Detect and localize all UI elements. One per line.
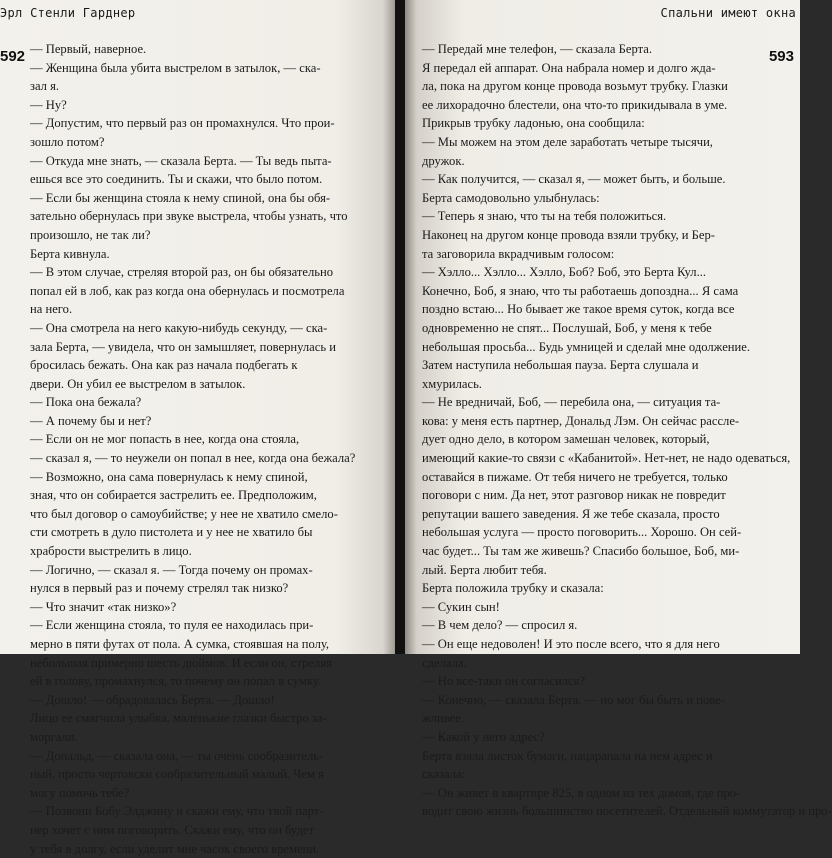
text-line: — Женщина была убита выстрелом в затылок, — ска- [30, 60, 321, 75]
text-line: зошло потом? [30, 134, 105, 149]
text-line: Я передал ей аппарат. Она набрала номер и долго жда- [422, 60, 716, 75]
text-line: могу помочь тебе? [30, 785, 130, 800]
text-line: — Передай мне телефон, — сказала Берта. [422, 42, 652, 56]
text-line: небольшая просьба... Будь умницей и сделай мне одолжение. [422, 339, 750, 354]
text-line: нер хочет с ним поговорить. Скажи ему, что он будет [30, 822, 315, 837]
text-line: ей в голову, промахнулся, то почему он попал в сумку. [30, 674, 321, 689]
text-line: — сказал я, — то неужели он попал в нее, когда она бежала? [30, 451, 356, 466]
text-line: — Как получится, — сказал я, — может быть, и больше. [422, 172, 726, 187]
text-line: — Сукин сын! [422, 599, 500, 614]
right-page [405, 0, 832, 819]
book-gutter [395, 0, 405, 654]
text-line: ла, пока на другом конце провода возьмут трубку. Глазки [422, 79, 728, 94]
text-line: — Он живет в квартире 825, в одном из тех домов, где про- [422, 785, 741, 800]
text-line: — Позвони Бобу Элджину и скажи ему, что твой парт- [30, 804, 324, 819]
text-line: храбрости выстрелить в лицо. [30, 544, 192, 559]
text-line: — Он еще недоволен! И это после всего, что я для него [422, 637, 720, 651]
right-page-text [422, 40, 832, 821]
text-line: — Хэлло... Хэлло... Хэлло, Боб? Боб, это Берта Кул... [422, 265, 707, 280]
text-line: — Если бы женщина стояла к нему спиной, она бы обя- [30, 190, 331, 205]
text-line: — Теперь я знаю, что ты на тебя положиться. [422, 209, 667, 224]
text-line: бросилась бежать. Она как раз начала подбегать к [30, 358, 298, 373]
text-line: дружок. [422, 153, 465, 168]
text-line: — Не вредничай, Боб, — перебила она, — ситуация та- [422, 395, 721, 410]
text-line: час будет... Ты там же живешь? Спасибо большое, Боб, ми- [422, 544, 740, 559]
left-page-number: 592 [0, 48, 26, 65]
text-line: небольшая примерно шесть дюймов. И если он, стреляя [30, 655, 332, 670]
text-line: произошло, не так ли? [30, 227, 151, 242]
text-line: Затем наступила небольшая пауза. Берта слушала и [422, 358, 699, 373]
text-line: — Пока она бежала? [30, 395, 142, 410]
text-line: Берта положила трубку и сказала: [422, 581, 604, 596]
text-line: ее лихорадочно блестели, она что-то прикидывала в уме. [422, 97, 728, 112]
text-line: у тебя в долгу, если уделит мне часок своего времени. [30, 841, 320, 856]
text-line: моргали. [30, 729, 78, 744]
text-line: сделала. [422, 655, 467, 670]
text-line: мерно в пяти футах от пола. А сумка, стоявшая на полу, [30, 637, 330, 651]
text-line: ный, просто чертовски сообразительный малый. Чем я [30, 767, 324, 782]
text-line: Берта самодовольно улыбнулась: [422, 190, 600, 205]
text-line: нулся в первый раз и почему стрелял так низко? [30, 581, 289, 596]
text-line: репутации вашего заведения. Я же тебе сказала, просто [422, 506, 720, 521]
left-page [0, 0, 395, 856]
text-line: — Логично, — сказал я. — Тогда почему он промах- [30, 562, 313, 577]
right-running-head: Спальни имеют окна [660, 6, 796, 20]
text-line: имеющий какие-то связи с «Кабанитой». Нет-нет, не надо одеваться, [422, 451, 791, 466]
text-line: — Откуда мне знать, — сказала Берта. — Ты ведь пыта- [30, 153, 332, 168]
text-line: зал я. [30, 79, 60, 94]
text-line: кова: у меня есть партнер, Дональд Лэм. Он сейчас рассле- [422, 413, 740, 428]
text-line: Берта взяла листок бумаги, нацарапала на нем адрес и [422, 748, 713, 763]
text-line: сти смотреть в дуло пистолета и у нее не хватило бы [30, 525, 313, 540]
text-line: одновременно не спят... Послушай, Боб, у меня к тебе [422, 320, 712, 335]
text-line: та заговорила вкрадчивым голосом: [422, 246, 615, 261]
text-line: жливее. [422, 711, 464, 726]
text-line: что был договор о самоубийстве; у нее не хватило смело- [30, 506, 338, 521]
text-line: — Она смотрела на него какую-нибудь секунду, — ска- [30, 320, 328, 335]
left-running-head: Эрл Стенли Гарднер [0, 6, 136, 20]
text-line: хмурилась. [422, 376, 482, 391]
text-line: — В этом случае, стреляя второй раз, он бы обязательно [30, 265, 334, 280]
text-line: — Допустим, что первый раз он промахнулся. Что прои- [30, 116, 335, 131]
text-line: сказала: [422, 767, 466, 782]
text-line: — В чем дело? — спросил я. [422, 618, 578, 633]
text-line: оставайся в пижаме. От тебя ничего не требуется, только [422, 469, 728, 484]
text-line: небольшая услуга — просто поговорить... Хорошо. Он сей- [422, 525, 742, 540]
text-line: лый. Берта любит тебя. [422, 562, 547, 577]
text-line: — Возможно, она сама повернулась к нему спиной, [30, 469, 308, 484]
text-line: поздно встаю... Но бывает же такое время суток, когда все [422, 302, 735, 317]
text-line: — А почему бы и нет? [30, 413, 152, 428]
text-line: поговори с ним. Да нет, этот разговор никак не повредит [422, 488, 726, 503]
text-line: на него. [30, 302, 73, 317]
text-line: водит свою жизнь большинство посетителей. Отдельный коммутатор и про- [422, 804, 832, 819]
text-line: Конечно, Боб, я знаю, что ты работаешь допоздна... Я сама [422, 283, 739, 298]
text-line: — Конечно, — сказала Берта. — но мог бы быть и пове- [422, 692, 725, 707]
text-line: зная, что он собирается застрелить ее. Предположим, [30, 488, 317, 503]
right-page-number: 593 [768, 48, 794, 65]
text-line: двери. Он убил ее выстрелом в затылок. [30, 376, 246, 391]
text-line: зательно обернулась при звуке выстрела, чтобы узнать, что [30, 209, 348, 224]
text-line: — Первый, наверное. [30, 42, 147, 56]
text-line: попал ей в лоб, как раз когда она обернулась и посмотрела [30, 283, 345, 298]
text-line: Прикрыв трубку ладонью, она сообщила: [422, 116, 645, 131]
text-line: Наконец на другом конце провода взяли трубку, и Бер- [422, 227, 715, 242]
text-line: — Что значит «так низко»? [30, 599, 177, 614]
text-line: — Но все-таки он согласился? [422, 674, 585, 689]
left-page-text [30, 40, 375, 858]
text-line: — Если он не мог попасть в нее, когда она стояла, [30, 432, 300, 447]
text-line: зала Берта, — увидела, что он замышляет, повернулась и [30, 339, 336, 354]
text-line: Берта кивнула. [30, 246, 110, 261]
text-line: — Мы можем на этом деле заработать четыре тысячи, [422, 134, 713, 149]
text-line: — Ну? [30, 97, 67, 112]
text-line: дует одно дело, в котором замешан человек, который, [422, 432, 710, 447]
text-line: — Дональд, — сказала она, — ты очень сообразитель- [30, 748, 324, 763]
text-line: — Если женщина стояла, то пуля ее находилась при- [30, 618, 314, 633]
text-line: — Какой у него адрес? [422, 729, 545, 744]
text-line: — Дошло! — обрадовалась Берта. — Дошло! [30, 692, 275, 707]
text-line: Лицо ее смягчила улыбка, маленькие глазки быстро за- [30, 711, 327, 726]
text-line: ешься все это соединить. Ты и скажи, что было потом. [30, 172, 323, 187]
